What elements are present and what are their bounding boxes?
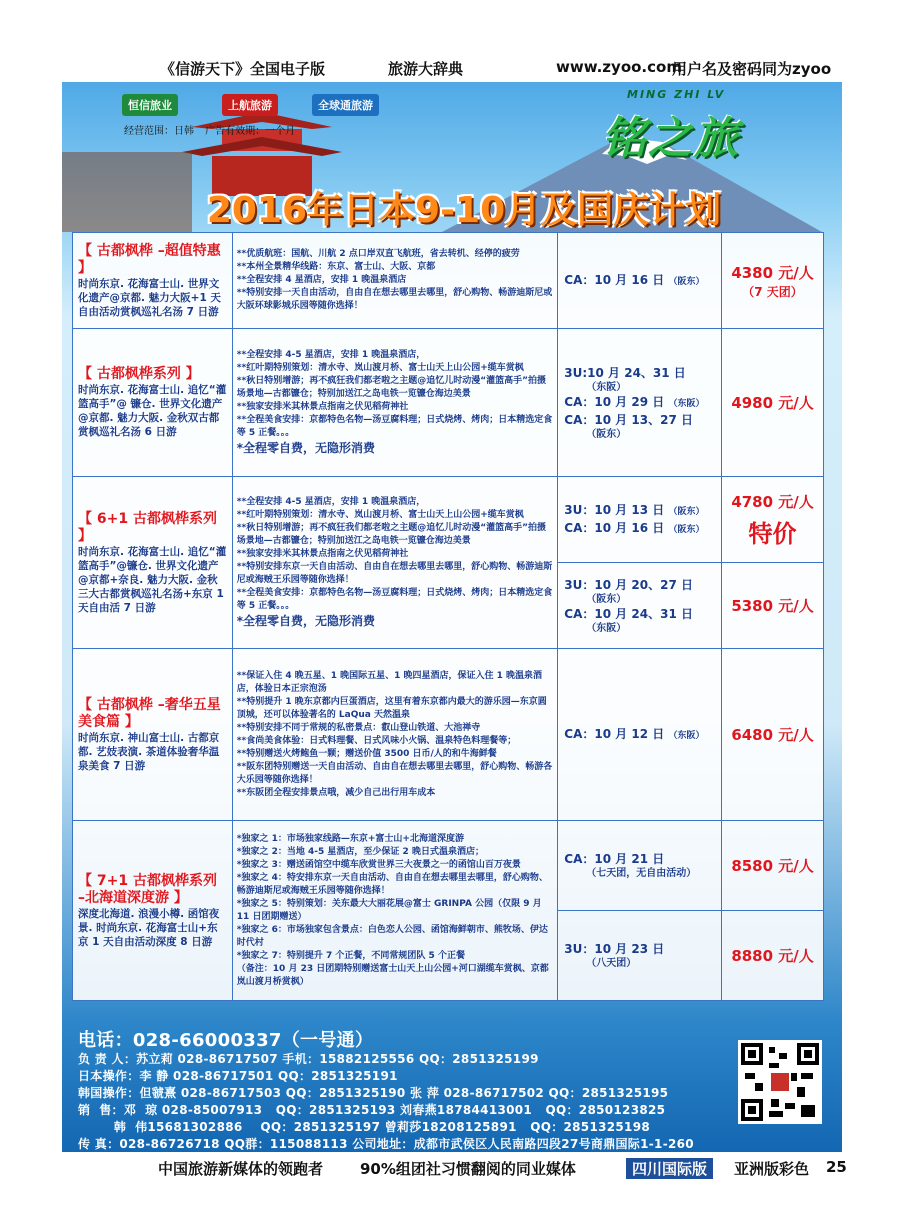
detail-line: **秋日特别增游；再不疯狂我们都老啦之主题@追忆儿时动漫“灌篮高手”拍摄场景地—古都镰仓；特别加送江之岛电铁一览镰仓海边美景 — [236, 376, 547, 399]
departure-dates — [558, 911, 722, 1001]
product-name: 【 古都枫桦 –奢华五星美食篇 】 — [78, 696, 221, 730]
price: 5380 元/人 — [731, 597, 814, 615]
date-note: （阪东） — [586, 428, 627, 440]
date-line: 3U:10 月 24、31 日 — [564, 365, 686, 380]
price: 4380 元/人 — [731, 263, 814, 282]
highlight-line: *全程零自费，无隐形消费 — [236, 614, 376, 628]
price-cell — [722, 649, 824, 821]
table-row — [73, 821, 824, 911]
detail-line: **红叶期特别策划：清水寺、岚山渡月桥、富士山天上山公园+缆车赏枫 — [236, 363, 524, 373]
date-line: CA：10 月 16 日 — [564, 520, 665, 535]
date-note: （东阪） — [668, 398, 705, 409]
detail-line: **红叶期特别策划：清水寺、岚山渡月桥、富士山天上山公园+缆车赏枫 — [236, 510, 524, 520]
korea-ops-contact: 韩国操作：但虢熹 028-86717503 QQ：2851325190 张 萍 028-86717502 QQ：2851325195 — [78, 1086, 669, 1100]
price-note: （7 天团） — [742, 284, 803, 299]
price-cell — [722, 821, 824, 911]
detail-line: **东阪团全程安排景点哦，减少自己出行用车成本 — [236, 787, 436, 798]
top-banner — [0, 54, 900, 80]
date-line: CA：10 月 21 日 — [564, 852, 665, 866]
date-note: （阪东） — [668, 506, 705, 517]
login-note: 用户名及密码同为zyoo — [672, 60, 832, 78]
product-summary: 时尚东京. 花海富士山. 世界文化遗产@京都. 魅力大阪+1 天自由活动赏枫巡礼名汤 7 日游 — [78, 277, 221, 318]
product-details — [232, 329, 558, 477]
detail-line: *独家之 4：特安排东京一天自由活动、自由自在想去哪里去哪里，舒心购物、畅游迪斯尼或海贼王乐园等随你选择！ — [236, 872, 548, 896]
detail-line: *独家之 3：赠送函馆空中缆车欣赏世界三大夜景之一的函馆山百万夜景 — [236, 859, 521, 870]
date-note: （东阪） — [586, 622, 627, 634]
detail-line: **独家安排米其林景点指南之伏见稻荷神社 — [236, 549, 409, 559]
brand-english: MING ZHI LV — [627, 88, 726, 101]
detail-line: **保证入住 4 晚五星、1 晚国际五星、1 晚四星酒店，保证入住 1 晚温泉酒店，体验日本正宗泡汤 — [236, 670, 543, 694]
sales-contact: 韩 伟15681302886 QQ：2851325197 曾莉莎18208125891 QQ：2851325198 — [78, 1120, 650, 1134]
detail-line: **特别安排不同于常规的私密景点：叡山登山铁道、大池禅寺 — [236, 722, 481, 733]
product-summary: 时尚东京. 神山富士山. 古都京都. 艺妓表演. 茶道体验奢华温泉美食 7 日游 — [78, 731, 220, 772]
contact-panel — [62, 1024, 842, 1152]
product-summary: 时尚东京. 花海富士山. 追忆“灌篮高手”@镰仓. 世界文化遗产@京都+奈良. 魅力大阪. 金秋三大古都赏枫巡礼名汤+东京 1 天自由活 7 日游 — [78, 545, 227, 614]
ad-validity: 广告有效期：一个月 — [205, 126, 296, 137]
departure-dates — [558, 649, 722, 821]
product-name-cell — [73, 649, 233, 821]
table-row — [73, 329, 824, 477]
detail-line: **优质航班：国航、川航 2 点口岸双直飞航班，省去转机、经停的疲劳 — [236, 249, 520, 259]
date-note: （东阪） — [586, 381, 627, 393]
detail-line: *独家之 6：市场独家包含景点：白色恋人公园、函馆海鲜朝市、熊牧场、伊达时代村 — [236, 924, 548, 948]
detail-line: **特别安排东京一天自由活动、自由自在想去哪里去哪里，舒心购物、畅游迪斯尼或海贼王乐园等随你选择！ — [236, 562, 553, 585]
price: 8880 元/人 — [731, 947, 814, 965]
special-price-badge: 特价 — [748, 519, 797, 548]
price: 4980 元/人 — [731, 394, 814, 412]
date-note: （阪东） — [668, 524, 705, 535]
partner-logo-shanghang: 上航旅游 — [222, 94, 278, 116]
price: 4780 元/人 — [731, 492, 814, 511]
price-cell — [722, 477, 824, 563]
detail-line: **秋日特别增游；再不疯狂我们都老啦之主题@追忆儿时动漫“灌篮高手”拍摄场景地—古都镰仓；特别加送江之岛电铁一览镰仓海边美景 — [236, 523, 547, 546]
date-note: （七天团，无自由活动） — [586, 868, 697, 879]
detail-line: **全程美食安排：京都特色名物—汤豆腐料理；日式烧烤、烤肉；日本精选定食等 5 正餐。。。 — [236, 588, 553, 611]
fax-and-address: 传 真：028-86726718 QQ群：115088113 公司地址：成都市武侯区人民南路四段27号商鼎国际1-1-260 — [78, 1137, 694, 1151]
detail-line: *独家之 2：当地 4-5 星酒店，至少保证 2 晚日式温泉酒店； — [236, 846, 484, 857]
product-name-cell — [73, 233, 233, 329]
itinerary-table — [72, 232, 824, 1001]
sales-contact: 销 售：邓 琼 028-85007913 QQ：2851325193 刘春燕18784413001 QQ：2850123825 — [78, 1103, 666, 1117]
product-details — [232, 821, 558, 1001]
detail-line: **本州全景精华线路：东京、富士山、大阪、京都 — [236, 262, 436, 272]
departure-dates — [558, 477, 722, 563]
price-cell — [722, 563, 824, 649]
dictionary-label: 旅游大辞典 — [388, 60, 464, 78]
price: 8580 元/人 — [731, 857, 814, 875]
edition-badge: 四川国际版 — [626, 1158, 713, 1179]
manager-contact: 负 责 人：苏立莉 028-86717507 手机：15882125556 QQ：2851325199 — [78, 1052, 539, 1066]
table-row — [73, 477, 824, 563]
price-cell — [722, 329, 824, 477]
product-name: 【 6+1 古都枫桦系列 】 — [78, 510, 217, 544]
table-row — [73, 649, 824, 821]
date-line: CA：10 月 24、31 日 — [564, 606, 694, 621]
product-name-cell — [73, 821, 233, 1001]
table-row — [73, 233, 824, 329]
detail-line: **独家安排米其林景点指南之伏见稻荷神社 — [236, 402, 409, 412]
detail-line: **全程安排 4-5 星酒店，安排 1 晚温泉酒店， — [236, 497, 426, 507]
japan-ops-contact: 日本操作：李 静 028-86717501 QQ：2851325191 — [78, 1069, 398, 1083]
product-name: 【 7+1 古都枫桦系列 –北海道深度游 】 — [78, 872, 217, 906]
product-details — [232, 477, 558, 649]
section-label: 亚洲版彩色 — [734, 1160, 810, 1178]
product-details — [232, 233, 558, 329]
date-note: （八天团） — [586, 958, 637, 969]
product-summary: 深度北海道. 浪漫小樽. 函馆夜景. 时尚东京. 花海富士山+东京 1 天自由活动深度 8 日游 — [78, 907, 220, 948]
detail-line: **特别安排一天自由活动，自由自在想去哪里去哪里，舒心购物、畅游迪斯尼或大阪环球影城乐园等随你选择！ — [236, 288, 553, 311]
hero-banner — [62, 82, 842, 232]
departure-dates — [558, 563, 722, 649]
price: 6480 元/人 — [731, 726, 814, 744]
product-details — [232, 649, 558, 821]
product-name: 【 古都枫桦系列 】 — [78, 366, 200, 382]
detail-line: **特别提升 1 晚东京都内巨蛋酒店，这里有着东京都内最大的游乐园—东京圆顶城，还可以体验著名的 LaQua 天然温泉 — [236, 696, 547, 720]
brand-logo: 铭之旅 — [602, 113, 740, 164]
business-scope — [124, 122, 295, 137]
date-note: （阪东） — [668, 276, 705, 287]
detail-line: **全程美食安排：京都特色名物—汤豆腐料理；日式烧烤、烤肉；日本精选定食等 5 正餐。。。 — [236, 415, 553, 438]
publication-name: 《信游天下》全国电子版 — [160, 60, 326, 78]
footer-reach: 90%组团社习惯翻阅的同业媒体 — [360, 1160, 576, 1178]
detail-line: *独家之 7：特别提升 7 个正餐，不同常规团队 5 个正餐 — [236, 950, 465, 961]
date-line: 3U：10 月 23 日 — [564, 942, 665, 956]
date-line: CA：10 月 29 日 — [564, 394, 665, 409]
detail-line: *独家之 1：市场独家线路—东京+富士山+北海道深度游 — [236, 833, 464, 844]
footer-slogan: 中国旅游新媒体的领跑者 — [158, 1160, 324, 1178]
date-line: CA：10 月 16 日 — [564, 272, 665, 287]
date-line: 3U：10 月 13 日 — [564, 502, 665, 517]
partner-logo-global: 全球通旅游 — [312, 94, 379, 116]
date-note: （阪东） — [586, 593, 627, 605]
highlight-line: *全程零自费，无隐形消费 — [236, 441, 376, 455]
detail-line: （备注：10 月 23 日团期特别赠送富士山天上山公园+河口湖缆车赏枫、京都岚山渡月桥赏枫） — [236, 963, 549, 987]
product-summary: 时尚东京. 花海富士山. 追忆“灌篮高手”@ 镰仓. 世界文化遗产@京都. 魅力大阪. 金秋双古都赏枫巡礼名汤 6 日游 — [78, 384, 227, 438]
detail-line: **特别赠送火烤鲍鱼一颗；赠送价值 3500 日币/人的和牛海鲜餐 — [236, 748, 497, 759]
date-line: 3U：10 月 20、27 日 — [564, 577, 694, 592]
detail-line: **全程安排 4-5 星酒店，安排 1 晚温泉酒店， — [236, 350, 426, 360]
hotline-number[interactable]: 电话：028-66000337（一号通） — [78, 1030, 374, 1051]
hotline — [78, 1026, 373, 1052]
main-title: 2016年日本9-10月及国庆计划 — [206, 190, 722, 231]
partner-logo-hengxin: 恒信旅业 — [122, 94, 178, 116]
travel-advertisement — [62, 82, 842, 1152]
date-note: （东阪） — [668, 730, 705, 741]
price-cell — [722, 911, 824, 1001]
product-name-cell — [73, 477, 233, 649]
departure-dates — [558, 821, 722, 911]
price-cell — [722, 233, 824, 329]
date-line: CA：10 月 13、27 日 — [564, 412, 694, 427]
departure-dates — [558, 233, 722, 329]
date-line: CA：10 月 12 日 — [564, 726, 665, 741]
footer-bar — [0, 1156, 900, 1180]
product-name-cell — [73, 329, 233, 477]
detail-line: **全程安排 4 星酒店，安排 1 晚温泉酒店 — [236, 275, 407, 285]
detail-line: **食尚美食体验：日式料理餐、日式风味小火锅、温泉特色料理餐等； — [236, 735, 517, 746]
business-scope-text: 经营范围：日韩 — [124, 126, 194, 137]
qr-code-icon[interactable] — [738, 1040, 822, 1124]
detail-line: **阪东团特别赠送一天自由活动、自由自在想去哪里去哪里，舒心购物、畅游各大乐园等随你选择！ — [236, 761, 553, 785]
partner-logos — [122, 92, 502, 122]
departure-dates — [558, 329, 722, 477]
detail-line: *独家之 5：特别策划：关东最大大丽花展@富士 GRINPA 公园（仅限 9 月 11 日团期赠送） — [236, 898, 542, 922]
website-link[interactable]: www.zyoo.com — [556, 58, 682, 76]
product-name: 【 古都枫桦 –超值特惠 】 — [78, 242, 221, 276]
page-number: 25 — [826, 1158, 847, 1176]
